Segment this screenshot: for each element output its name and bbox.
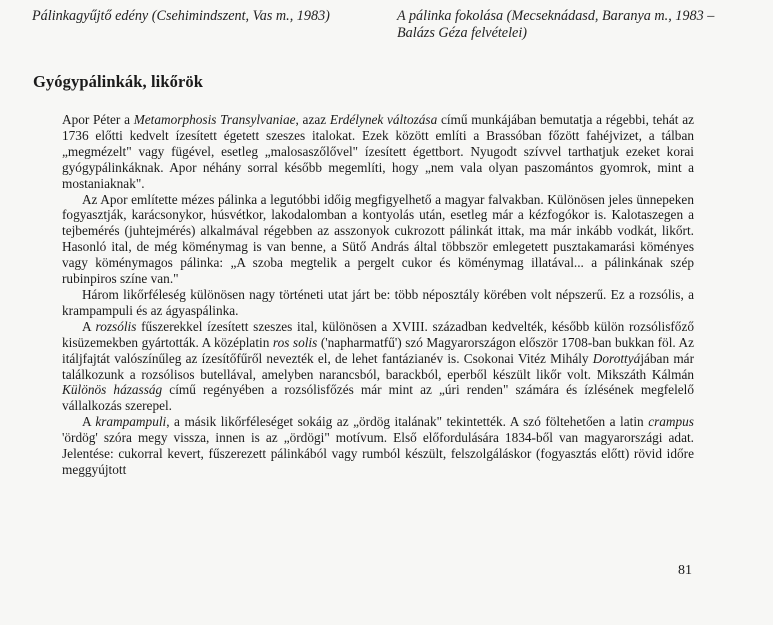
photo-captions xyxy=(32,8,732,42)
page-number: 81 xyxy=(678,563,692,578)
paragraph: A rozsólis fűszerekkel ízesített szeszes ital, különösen a XVIII. században kedvelték, később külön rozsólisfőző kisüzemekben gyártották. A középlatin ros solis ('napharmatfű') szó Magyarországon először 1708-ban bukkan föl. Az itáljfajtát valószínűleg az ízesítőfűről nevezték el, de lehet fantázianév is. Csokonai Vitéz Mihály Dorottyájában már találkozunk a rozsólisos butellával, amelyben narancsból, barackból, eperből készült likőr volt. Mikszáth Kálmán Különös házasság című regényében a rozsólisfőzés már mint az „úri renden" számára és ízlésének megfelelő vállalkozás szerepel. xyxy=(62,318,695,414)
paragraph: Az Apor említette mézes pálinka a legutóbbi időig megfigyelhető a magyar falvakban. Különösen jeles ünnepeken fogyasztják, karácsonykor, húsvétkor, lakodalomban a kontyolás után, esetleg már a kézfogókor is. Kalotaszegen a tejbemérés (juhtejmérés) alkalmával régebben az asszonyok cukrozott pálinkát ittak, ma már inkább vodkát, likőrt. Hasonló ital, de még köménymag is van benne, a Sütő András által többször emlegetett pusztakamarási köményes vagy köménymagos pálinka: „A szoba megtelik a pergelt cukor és köménymag illatával... a pálinkának szép rubinpiros színe van." xyxy=(62,191,694,287)
caption-left: Pálinkagyűjtő edény (Csehimindszent, Vas m., 1983) xyxy=(32,8,330,24)
caption-right: A pálinka fokolása (Mecseknádasd, Baranya m., 1983 – Balázs Géza felvételei) xyxy=(397,8,715,41)
section-heading: Gyógypálinkák, likőrök xyxy=(33,72,204,91)
body-text xyxy=(62,112,694,478)
paragraph: A krampampuli, a másik likőrféleséget sokáig az „ördög italának" tekintették. A szó föltehetően a latin crampus 'ördög' szóra megy vissza, innen is az „ördögi" motívum. Első előfordulására 1834-ből van magyarországi adat. Jelentése: cukorral kevert, fűszerezett pálinkából vagy rumból készült, felszolgáláskor (fogyasztás előtt) rövid időre meggyújtott xyxy=(62,414,694,477)
paragraph: Három likőrféleség különösen nagy történeti utat járt be: több néposztály körében volt népszerű. Ez a rozsólis, a krampampuli és az ágyaspálinka. xyxy=(62,286,694,318)
paragraph: Apor Péter a Metamorphosis Transylvaniae, azaz Erdélynek változása című munkájában bemutatja a régebbi, tehát az 1736 előtti kedvelt ízesített égetett szeszes italokat. Ezek között említi a Brassóban főzött fahéjvizet, a tálban „megmézelt" vagy fügével, esetleg „malosaszőlővel" ízesített égettbort. Nyugodt szívvel tarthatjuk ezeket korai gyógypálinkáknak. Apor néhány sorral később megemlíti, hogy „nem vala olyan paszomántos gyomrok, mint a mostaniaknak". xyxy=(62,112,694,191)
